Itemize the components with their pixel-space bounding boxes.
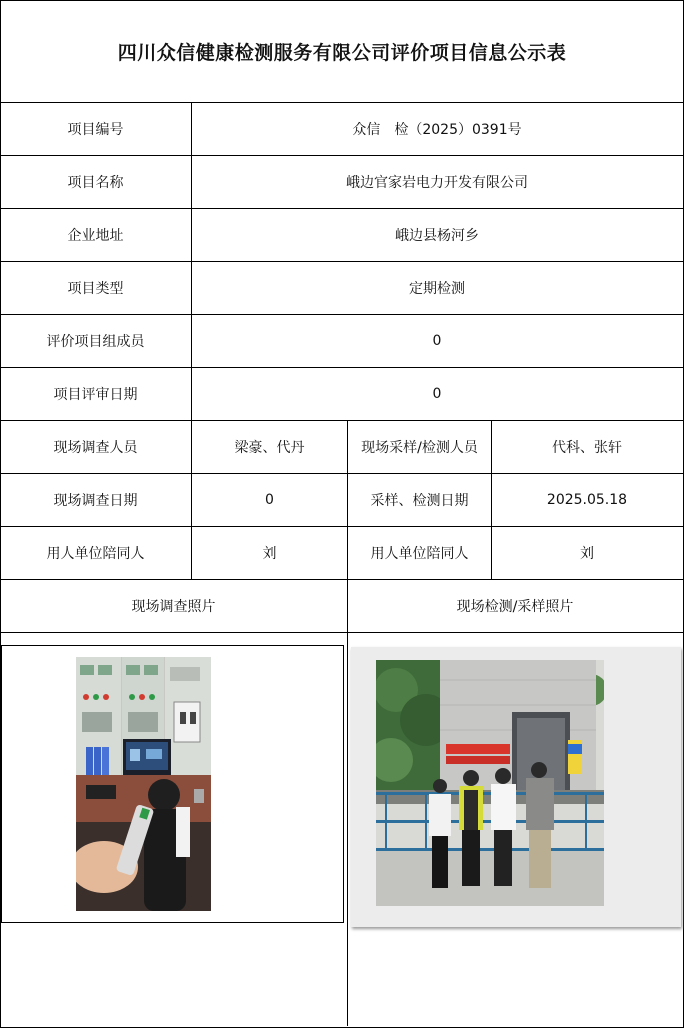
row-value: 刘 [262,546,277,562]
row-value: 0 [265,492,274,508]
row-label: 用人单位陪同人 [370,546,469,562]
survey-photo [76,657,211,911]
row-value: 峨边县杨河乡 [395,228,479,244]
row-value: 0 [432,386,442,402]
sampling-photo [376,660,604,906]
row-value: 峨边官家岩电力开发有限公司 [346,175,528,191]
row-value: 2025.05.18 [546,492,628,508]
row-value: 梁豪、代丹 [234,440,305,456]
row-label: 用人单位陪同人 [46,546,145,562]
row-value: 定期检测 [409,281,465,297]
row-label: 项目类型 [67,281,124,297]
row-label: 项目评审日期 [53,387,138,403]
row-divider [0,632,684,633]
row-label: 采样、检测日期 [370,493,469,509]
survey-photo-header: 现场调查照片 [131,599,216,615]
page-title: 四川众信健康检测服务有限公司评价项目信息公示表 [117,41,567,64]
row-label: 现场调查人员 [53,440,138,456]
row-label: 现场采样/检测人员 [361,440,478,456]
row-value: 众信 检（2025）0391号 [352,122,522,138]
row-value: 代科、张轩 [552,440,622,456]
row-label: 评价项目组成员 [46,334,145,350]
row-value: 刘 [580,546,594,562]
row-label: 项目编号 [67,122,124,138]
sampling-photo-header: 现场检测/采样照片 [456,599,574,615]
row-value: 0 [432,333,442,349]
row-label: 现场调查日期 [53,493,138,509]
row-label: 企业地址 [67,228,124,244]
row-label: 项目名称 [67,175,124,191]
